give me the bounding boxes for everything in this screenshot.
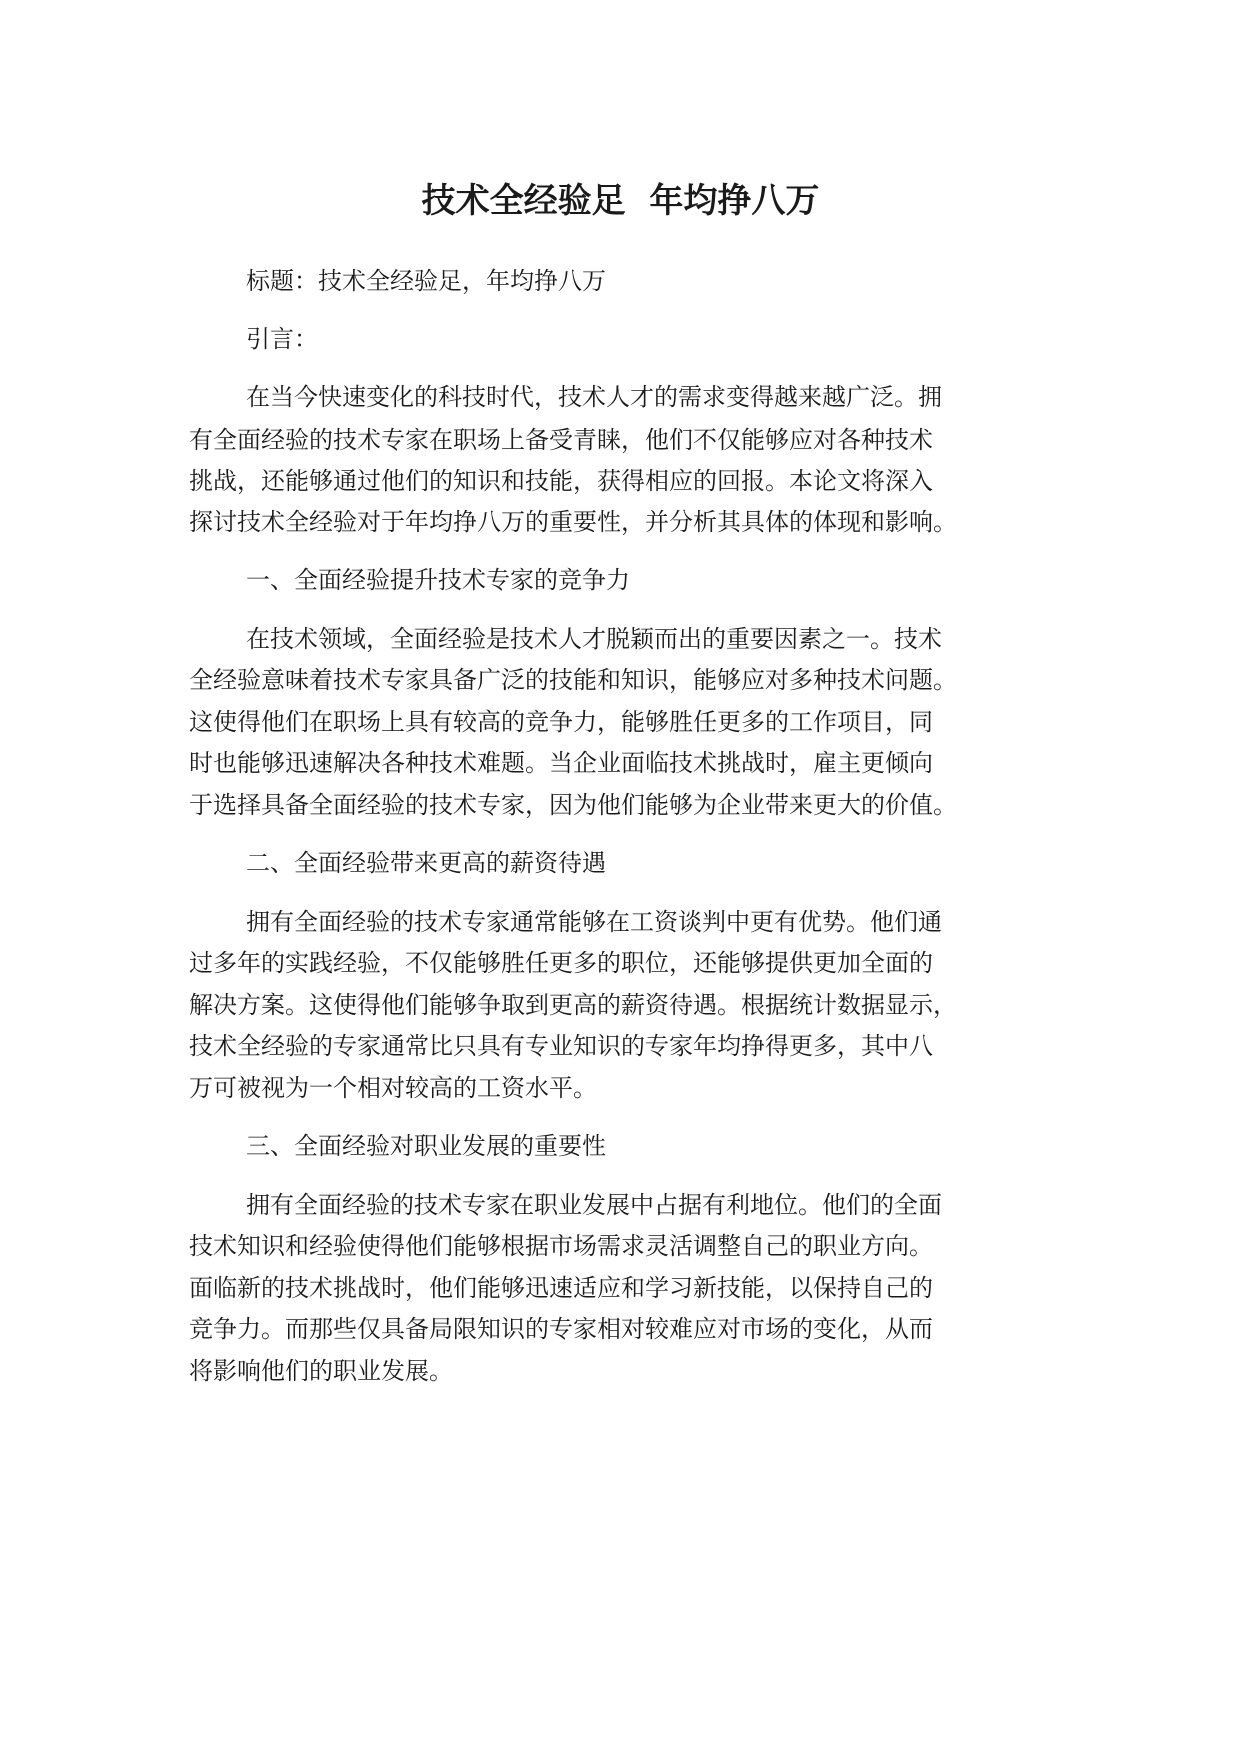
paragraph-line: 竞争力。而那些仅具备局限知识的专家相对较难应对市场的变化，从而 bbox=[189, 1315, 933, 1343]
paragraph-line: 时也能够迅速解决各种技术难题。当企业面临技术挑战时，雇主更倾向 bbox=[189, 749, 933, 777]
paragraph-line: 全经验意味着技术专家具备广泛的技能和知识，能够应对多种技术问题。 bbox=[189, 666, 957, 694]
paragraph-line: 万可被视为一个相对较高的工资水平。 bbox=[189, 1074, 597, 1102]
paragraph-line: 解决方案。这使得他们能够争取到更高的薪资待遇。根据统计数据显示， bbox=[189, 991, 957, 1019]
paragraph-line: 技术全经验的专家通常比只具有专业知识的专家年均挣得更多，其中八 bbox=[189, 1032, 933, 1060]
paragraph-line: 拥有全面经验的技术专家在职业发展中占据有利地位。他们的全面 bbox=[246, 1191, 942, 1219]
document-title: 技术全经验足 年均挣八万 bbox=[421, 181, 820, 221]
paragraph-line: 有全面经验的技术专家在职场上备受青睐，他们不仅能够应对各种技术 bbox=[189, 426, 933, 454]
section-heading: 一、全面经验提升技术专家的竞争力 bbox=[246, 566, 630, 594]
paragraph-line: 这使得他们在职场上具有较高的竞争力，能够胜任更多的工作项目，同 bbox=[189, 708, 933, 736]
paragraph-line: 探讨技术全经验对于年均挣八万的重要性，并分析其具体的体现和影响。 bbox=[189, 508, 957, 536]
section-heading: 二、全面经验带来更高的薪资待遇 bbox=[246, 849, 606, 877]
paragraph-line: 面临新的技术挑战时，他们能够迅速适应和学习新技能，以保持自己的 bbox=[189, 1274, 933, 1302]
paragraph-line: 挑战，还能够通过他们的知识和技能，获得相应的回报。本论文将深入 bbox=[189, 467, 933, 495]
paragraph-line: 技术知识和经验使得他们能够根据市场需求灵活调整自己的职业方向。 bbox=[189, 1232, 933, 1260]
section-heading: 三、全面经验对职业发展的重要性 bbox=[246, 1132, 606, 1160]
paragraph-line: 将影响他们的职业发展。 bbox=[189, 1357, 453, 1385]
paragraph-line: 于选择具备全面经验的技术专家，因为他们能够为企业带来更大的价值。 bbox=[189, 791, 957, 819]
paragraph-line: 在技术领域，全面经验是技术人才脱颖而出的重要因素之一。技术 bbox=[246, 625, 942, 653]
paragraph-line: 过多年的实践经验，不仅能够胜任更多的职位，还能够提供更加全面的 bbox=[189, 949, 933, 977]
intro-label: 引言： bbox=[246, 325, 318, 353]
title-label-line: 标题：技术全经验足，年均挣八万 bbox=[246, 267, 606, 295]
paragraph-line: 在当今快速变化的科技时代，技术人才的需求变得越来越广泛。拥 bbox=[246, 383, 942, 411]
paragraph-line: 拥有全面经验的技术专家通常能够在工资谈判中更有优势。他们通 bbox=[246, 908, 942, 936]
